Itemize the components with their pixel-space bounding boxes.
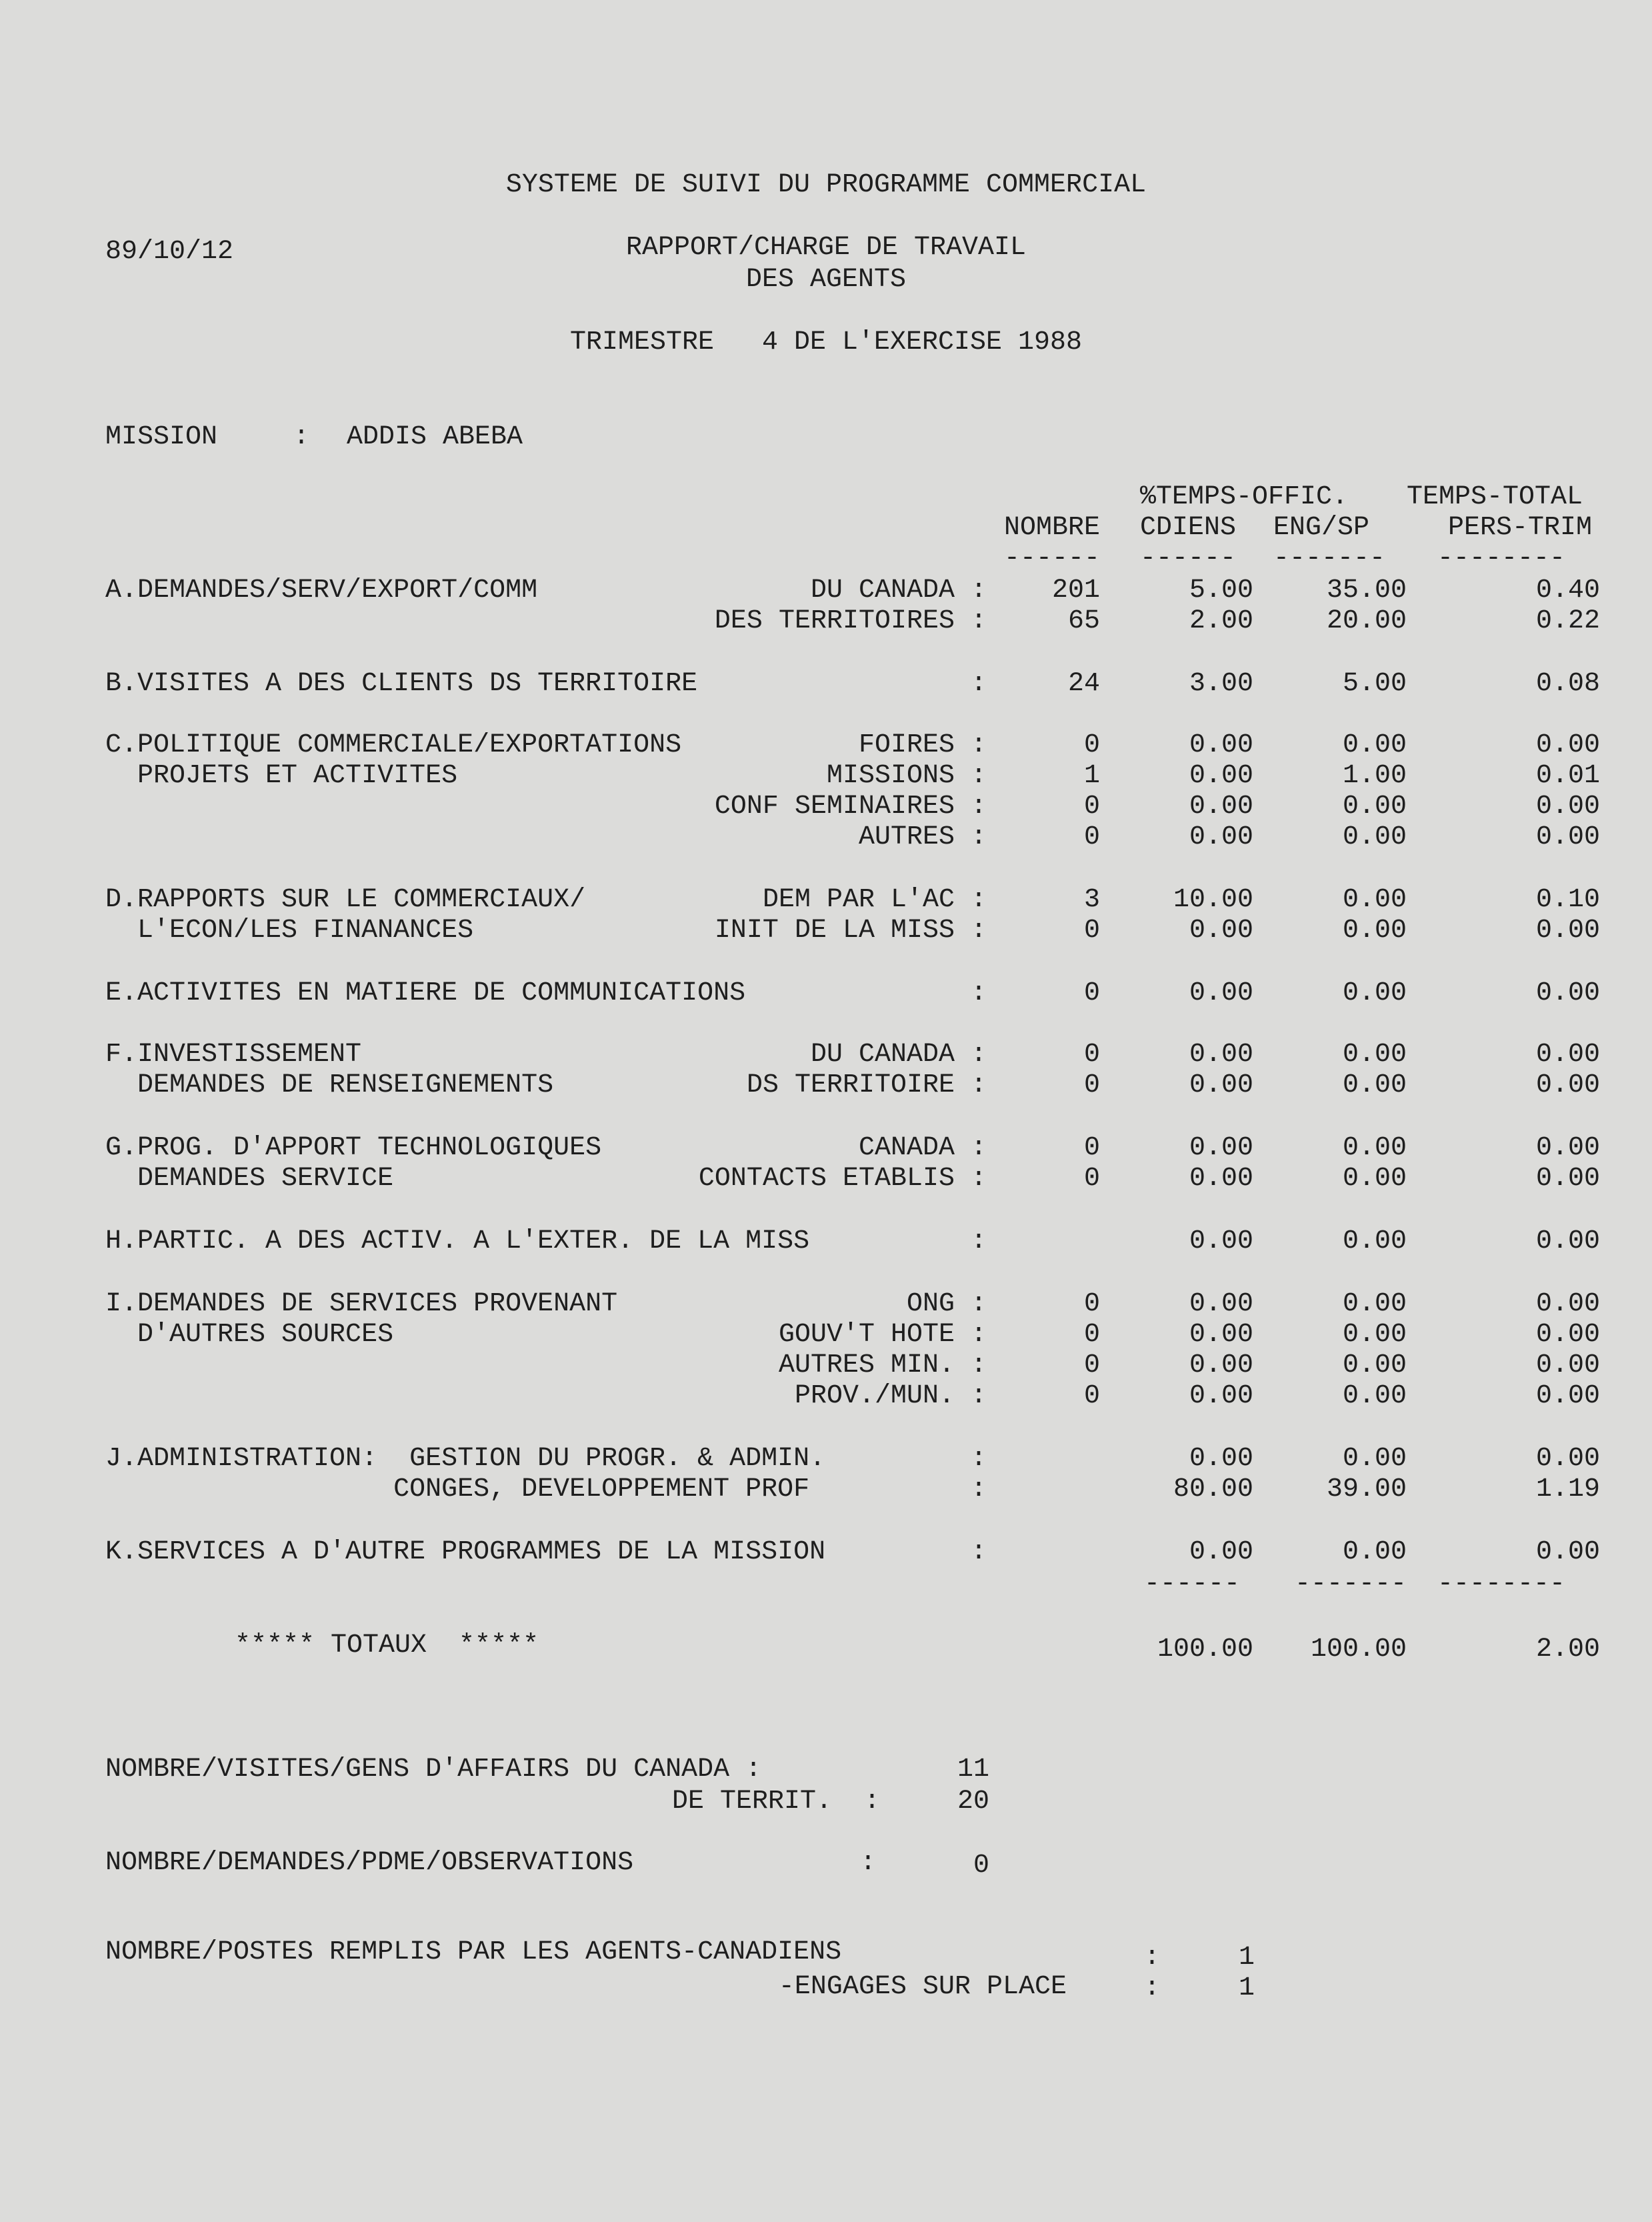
row-label: PROJETS ET ACTIVITES — [105, 761, 458, 791]
row-nombre: 201 — [1051, 576, 1100, 606]
row-total: 0.22 — [1535, 606, 1600, 636]
pdme-value: 0 — [973, 1851, 989, 1881]
row-label: DEMANDES DE RENSEIGNEMENTS — [105, 1070, 554, 1100]
row-label: D'AUTRES SOURCES — [105, 1320, 394, 1350]
postes-label: NOMBRE/POSTES REMPLIS PAR LES AGENTS-CANADIENS — [105, 1937, 842, 1967]
row-sublabel: : — [970, 1226, 987, 1256]
row-sublabel: DS TERRITOIRE : — [746, 1070, 987, 1100]
row-engsp: 0.00 — [1342, 1226, 1407, 1256]
col-engsp: ENG/SP — [1273, 513, 1370, 543]
postes-separator: : — [1144, 1943, 1161, 1973]
col-cdiens-rule: ------ — [1140, 543, 1237, 574]
totals-total: 2.00 — [1535, 1634, 1600, 1664]
row-total: 0.08 — [1535, 669, 1600, 699]
row-total: 0.00 — [1535, 1289, 1600, 1319]
row-sublabel: : — [970, 1537, 987, 1567]
row-cdiens: 80.00 — [1173, 1474, 1253, 1504]
row-label: L'ECON/LES FINANANCES — [105, 916, 474, 946]
visites-label: NOMBRE/VISITES/GENS D'AFFAIRS DU CANADA : — [105, 1755, 762, 1785]
row-cdiens: 0.00 — [1189, 916, 1253, 946]
row-label: A.DEMANDES/SERV/EXPORT/COMM — [105, 576, 538, 606]
row-total: 0.00 — [1535, 1226, 1600, 1256]
row-total: 0.00 — [1535, 1164, 1600, 1194]
row-engsp: 0.00 — [1342, 1320, 1407, 1350]
col-nombre: NOMBRE — [1003, 513, 1100, 543]
row-sublabel: DU CANADA : — [810, 1040, 987, 1070]
report-title-line1: RAPPORT/CHARGE DE TRAVAIL — [625, 233, 1027, 263]
row-cdiens: 0.00 — [1189, 761, 1253, 791]
row-label: D.RAPPORTS SUR LE COMMERCIAUX/ — [105, 885, 586, 915]
row-engsp: 0.00 — [1342, 1350, 1407, 1380]
row-engsp: 0.00 — [1342, 730, 1407, 760]
row-nombre: 0 — [1083, 822, 1100, 852]
row-engsp: 0.00 — [1342, 792, 1407, 822]
row-total: 0.00 — [1535, 1320, 1600, 1350]
row-label: K.SERVICES A D'AUTRE PROGRAMMES DE LA MISSION — [105, 1537, 826, 1567]
pdme-separator: : — [860, 1848, 877, 1878]
row-sublabel: : — [970, 1444, 987, 1474]
row-label: B.VISITES A DES CLIENTS DS TERRITOIRE — [105, 669, 698, 699]
row-nombre: 24 — [1067, 669, 1100, 699]
row-nombre: 0 — [1083, 1164, 1100, 1194]
col-pct-header: %TEMPS-OFFIC. — [1140, 482, 1349, 512]
totals-label: ***** TOTAUX ***** — [235, 1630, 539, 1660]
col-pers-trim: PERS-TRIM — [1448, 513, 1593, 543]
row-total: 0.00 — [1535, 730, 1600, 760]
row-engsp: 0.00 — [1342, 822, 1407, 852]
totals-engsp: 100.00 — [1310, 1634, 1407, 1664]
row-engsp: 20.00 — [1326, 606, 1407, 636]
row-engsp: 0.00 — [1342, 1381, 1407, 1411]
pdme-label: NOMBRE/DEMANDES/PDME/OBSERVATIONS — [105, 1848, 634, 1878]
visites-territ-label: DE TERRIT. : — [671, 1787, 880, 1817]
row-sublabel: : — [970, 1474, 987, 1504]
engages-label: -ENGAGES SUR PLACE — [778, 1972, 1067, 2002]
totals-cdiens: 100.00 — [1157, 1634, 1253, 1664]
row-label: E.ACTIVITES EN MATIERE DE COMMUNICATIONS — [105, 978, 746, 1008]
row-engsp: 0.00 — [1342, 885, 1407, 915]
row-nombre: 0 — [1083, 1133, 1100, 1163]
row-label: I.DEMANDES DE SERVICES PROVENANT — [105, 1289, 618, 1319]
row-cdiens: 2.00 — [1189, 606, 1253, 636]
quarter-label: TRIMESTRE 4 DE L'EXERCISE 1988 — [569, 327, 1083, 357]
row-nombre: 0 — [1083, 1040, 1100, 1070]
row-sublabel: GOUV'T HOTE : — [778, 1320, 987, 1350]
row-sublabel: ONG : — [906, 1289, 987, 1319]
row-total: 0.00 — [1535, 792, 1600, 822]
row-nombre: 0 — [1083, 978, 1100, 1008]
col-total-rule: -------- — [1437, 543, 1566, 574]
row-nombre: 65 — [1067, 606, 1100, 636]
row-cdiens: 0.00 — [1189, 1070, 1253, 1100]
visites-territ-value: 20 — [957, 1787, 989, 1817]
row-label: G.PROG. D'APPORT TECHNOLOGIQUES — [105, 1133, 602, 1163]
row-cdiens: 10.00 — [1173, 885, 1253, 915]
row-engsp: 35.00 — [1326, 576, 1407, 606]
row-cdiens: 0.00 — [1189, 822, 1253, 852]
row-label: CONGES, DEVELOPPEMENT PROF — [105, 1474, 810, 1504]
row-total: 0.01 — [1535, 761, 1600, 791]
row-sublabel: DEM PAR L'AC : — [762, 885, 987, 915]
mission-value: ADDIS ABEBA — [347, 422, 523, 452]
row-engsp: 0.00 — [1342, 1164, 1407, 1194]
row-cdiens: 0.00 — [1189, 1226, 1253, 1256]
row-cdiens: 0.00 — [1189, 1537, 1253, 1567]
total-rule-cdiens: ------ — [1144, 1569, 1241, 1599]
row-sublabel: DES TERRITOIRES : — [714, 606, 987, 636]
row-cdiens: 0.00 — [1189, 1444, 1253, 1474]
row-engsp: 39.00 — [1326, 1474, 1407, 1504]
row-cdiens: 0.00 — [1189, 1133, 1253, 1163]
row-nombre: 1 — [1083, 761, 1100, 791]
row-sublabel: AUTRES : — [858, 822, 987, 852]
row-total: 0.10 — [1535, 885, 1600, 915]
system-title: SYSTEME DE SUIVI DU PROGRAMME COMMERCIAL — [505, 170, 1147, 200]
postes-canadiens-value: 1 — [1238, 1943, 1255, 1973]
row-nombre: 0 — [1083, 792, 1100, 822]
row-total: 0.00 — [1535, 1070, 1600, 1100]
row-engsp: 5.00 — [1342, 669, 1407, 699]
row-total: 0.00 — [1535, 822, 1600, 852]
total-rule-engsp: ------- — [1295, 1569, 1407, 1599]
col-total-header: TEMPS-TOTAL — [1407, 482, 1583, 512]
row-cdiens: 0.00 — [1189, 1350, 1253, 1380]
engages-separator: : — [1144, 1973, 1161, 2003]
row-total: 0.40 — [1535, 576, 1600, 606]
total-rule-total: -------- — [1437, 1569, 1566, 1599]
row-engsp: 1.00 — [1342, 761, 1407, 791]
mission-label: MISSION — [105, 422, 218, 452]
row-nombre: 0 — [1083, 1289, 1100, 1319]
row-engsp: 0.00 — [1342, 1289, 1407, 1319]
col-cdiens: CDIENS — [1140, 513, 1237, 543]
row-cdiens: 0.00 — [1189, 792, 1253, 822]
visites-canada-value: 11 — [957, 1755, 989, 1785]
row-nombre: 0 — [1083, 1381, 1100, 1411]
row-total: 0.00 — [1535, 1381, 1600, 1411]
row-label: H.PARTIC. A DES ACTIV. A L'EXTER. DE LA MISS — [105, 1226, 810, 1256]
row-total: 0.00 — [1535, 916, 1600, 946]
row-total: 1.19 — [1535, 1474, 1600, 1504]
row-total: 0.00 — [1535, 1133, 1600, 1163]
row-cdiens: 3.00 — [1189, 669, 1253, 699]
row-engsp: 0.00 — [1342, 1444, 1407, 1474]
row-sublabel: MISSIONS : — [826, 761, 987, 791]
row-engsp: 0.00 — [1342, 1040, 1407, 1070]
row-cdiens: 0.00 — [1189, 1164, 1253, 1194]
row-cdiens: 0.00 — [1189, 1320, 1253, 1350]
row-nombre: 0 — [1083, 730, 1100, 760]
row-sublabel: CONF SEMINAIRES : — [714, 792, 987, 822]
row-label: J.ADMINISTRATION: GESTION DU PROGR. & ADMIN. — [105, 1444, 826, 1474]
row-engsp: 0.00 — [1342, 978, 1407, 1008]
row-sublabel: : — [970, 978, 987, 1008]
row-sublabel: CANADA : — [858, 1133, 987, 1163]
row-cdiens: 0.00 — [1189, 978, 1253, 1008]
row-label: DEMANDES SERVICE — [105, 1164, 394, 1194]
report-date: 89/10/12 — [105, 237, 234, 267]
row-engsp: 0.00 — [1342, 1070, 1407, 1100]
row-sublabel: FOIRES : — [858, 730, 987, 760]
row-cdiens: 0.00 — [1189, 1040, 1253, 1070]
row-sublabel: AUTRES MIN. : — [778, 1350, 987, 1380]
row-sublabel: PROV./MUN. : — [794, 1381, 987, 1411]
row-nombre: 0 — [1083, 1070, 1100, 1100]
row-engsp: 0.00 — [1342, 916, 1407, 946]
row-label: C.POLITIQUE COMMERCIALE/EXPORTATIONS — [105, 730, 682, 760]
row-cdiens: 0.00 — [1189, 730, 1253, 760]
row-cdiens: 5.00 — [1189, 576, 1253, 606]
row-total: 0.00 — [1535, 1350, 1600, 1380]
row-sublabel: CONTACTS ETABLIS : — [698, 1164, 987, 1194]
row-total: 0.00 — [1535, 1444, 1600, 1474]
row-label: F.INVESTISSEMENT — [105, 1040, 362, 1070]
row-cdiens: 0.00 — [1189, 1289, 1253, 1319]
col-nombre-rule: ------ — [1003, 543, 1100, 574]
row-nombre: 0 — [1083, 1320, 1100, 1350]
row-nombre: 3 — [1083, 885, 1100, 915]
row-total: 0.00 — [1535, 1040, 1600, 1070]
row-nombre: 0 — [1083, 1350, 1100, 1380]
row-sublabel: DU CANADA : — [810, 576, 987, 606]
row-sublabel: : — [970, 669, 987, 699]
row-cdiens: 0.00 — [1189, 1381, 1253, 1411]
row-engsp: 0.00 — [1342, 1133, 1407, 1163]
row-total: 0.00 — [1535, 1537, 1600, 1567]
col-engsp-rule: ------- — [1273, 543, 1386, 574]
engages-value: 1 — [1238, 1973, 1255, 2003]
report-title-line2: DES AGENTS — [745, 265, 907, 295]
mission-separator: : — [293, 422, 310, 452]
row-total: 0.00 — [1535, 978, 1600, 1008]
row-nombre: 0 — [1083, 916, 1100, 946]
row-sublabel: INIT DE LA MISS : — [714, 916, 987, 946]
row-engsp: 0.00 — [1342, 1537, 1407, 1567]
